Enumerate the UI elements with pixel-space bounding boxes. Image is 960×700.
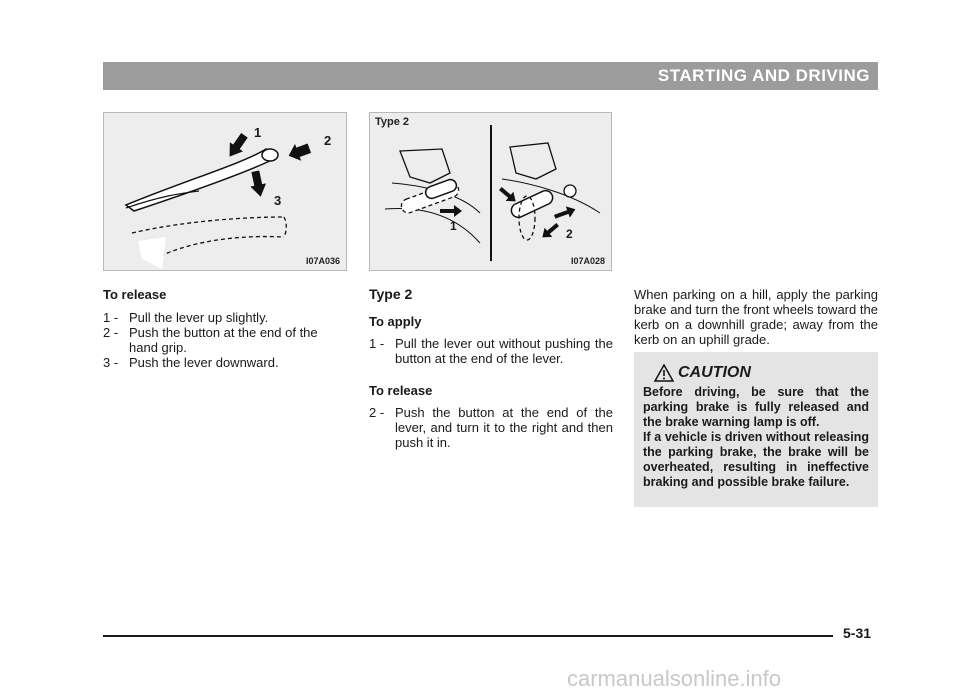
step-number: 1 - xyxy=(369,336,385,351)
step-item xyxy=(369,405,613,450)
caution-text-1: Before driving, be sure that the parking brake is fully released and the brake warning lamp is off. xyxy=(643,385,869,429)
step-text: Pull the lever out without pushing the button at the end of the lever. xyxy=(395,336,613,366)
step-text: Push the lever downward. xyxy=(129,355,279,370)
column-1 xyxy=(103,287,349,370)
figure-code: I07A028 xyxy=(570,256,605,266)
caution-text xyxy=(643,385,869,490)
watermark: carmanualsonline.info xyxy=(567,666,782,691)
figure-label: Type 2 xyxy=(375,116,410,128)
step-number: 2 - xyxy=(369,405,385,420)
section-header-bar xyxy=(103,62,878,90)
callout-1: 1 xyxy=(254,125,262,140)
parking-on-hill-paragraph: When parking on a hill, apply the parking brake and turn the front wheels toward the kerb on a downhill grade; away from the kerb on an uphill grade. xyxy=(634,287,878,347)
column-3 xyxy=(634,287,878,347)
warning-triangle-icon xyxy=(654,364,674,382)
footer-rule xyxy=(103,635,833,637)
step-number: 2 - xyxy=(103,325,119,340)
page-number: 5-31 xyxy=(843,625,872,641)
caution-header xyxy=(654,364,751,382)
step-item xyxy=(103,325,349,355)
heading-to-release: To release xyxy=(103,287,167,302)
callout-3: 3 xyxy=(274,193,282,208)
step-item xyxy=(369,336,613,366)
heading-to-release: To release xyxy=(369,383,433,398)
figure-handbrake-release xyxy=(103,112,347,271)
type2-lever-illustration xyxy=(370,113,612,271)
step-text: Pull the lever up slightly. xyxy=(129,310,269,325)
handbrake-lever-illustration xyxy=(104,113,347,271)
step-item xyxy=(103,310,349,325)
heading-to-apply: To apply xyxy=(369,314,422,329)
caution-text-2: If a vehicle is driven without releasing the parking brake, the brake will be overheated, resulting in ineffective braking and possible brake failure. xyxy=(643,430,869,489)
section-title: STARTING AND DRIVING xyxy=(657,66,870,85)
caution-box xyxy=(634,352,878,507)
step-text: Push the button at the end of the lever, and turn it to the right and then push it in. xyxy=(395,405,613,450)
step-text: Push the button at the end of the hand grip. xyxy=(129,325,318,355)
callout-2: 2 xyxy=(566,227,573,241)
figure-type2-lever xyxy=(369,112,612,271)
step-number: 3 - xyxy=(103,355,119,370)
column-2 xyxy=(369,287,613,450)
caution-title: CAUTION xyxy=(678,364,751,381)
callout-1: 1 xyxy=(450,219,457,233)
step-item xyxy=(103,355,349,370)
type-title: Type 2 xyxy=(369,286,413,302)
callout-2: 2 xyxy=(324,133,332,148)
step-number: 1 - xyxy=(103,310,119,325)
figure-code: I07A036 xyxy=(305,256,340,266)
